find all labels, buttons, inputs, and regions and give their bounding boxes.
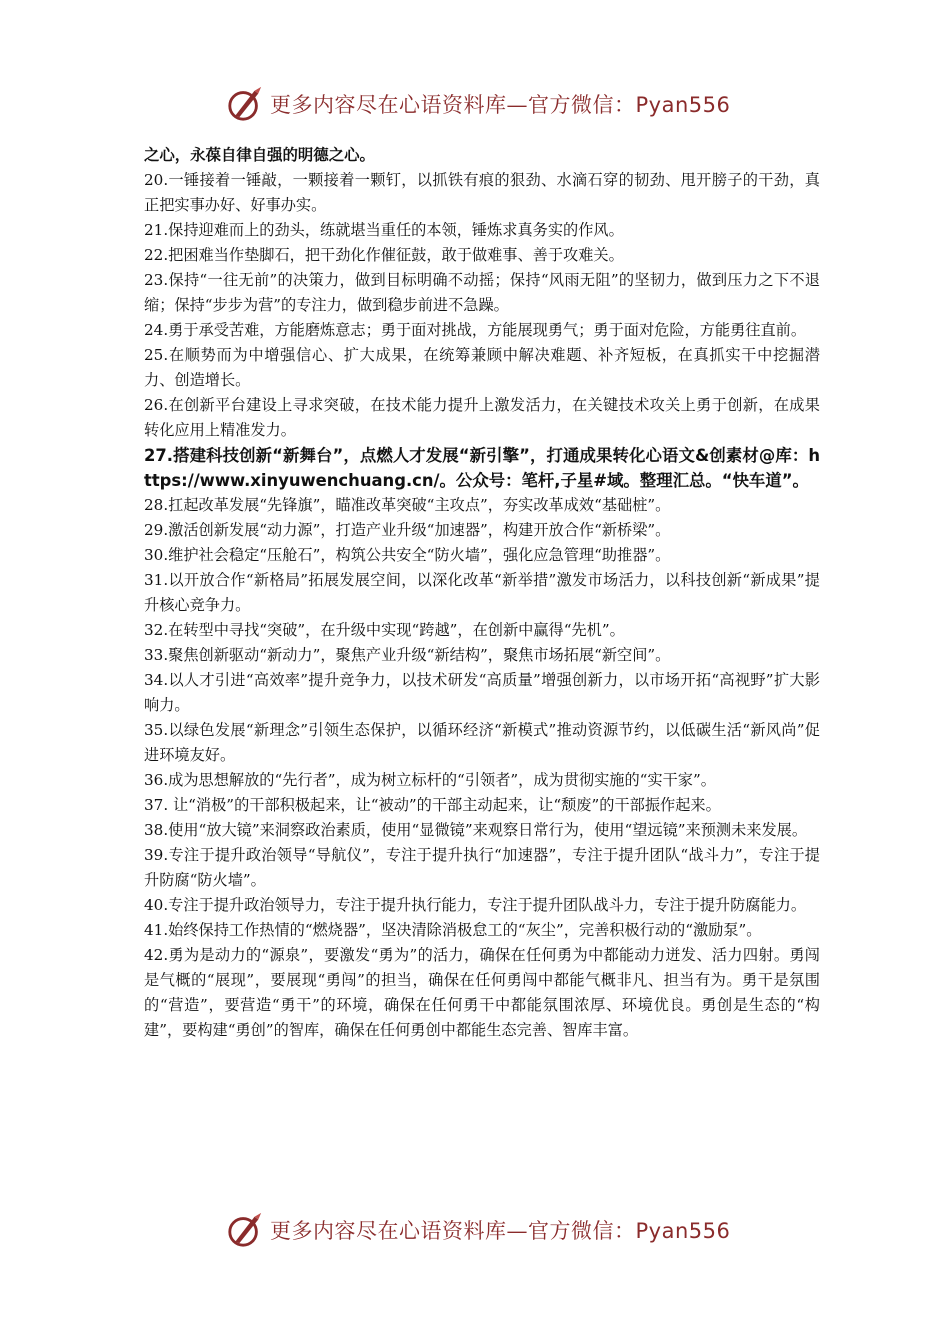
banner-text: 更多内容尽在心语资料库—官方微信：Pyan556 (270, 1219, 731, 1243)
paragraph: 37. 让“消极”的干部积极起来，让“被动”的干部主动起来，让“颓废”的干部振作起来。 (144, 796, 721, 814)
banner-handle: Pyan556 (635, 1219, 731, 1243)
paragraph: 34.以人才引进“高效率”提升竞争力，以技术研发“高质量”增强创新力，以市场开拓“高视野”扩大影响力。 (144, 671, 820, 714)
paragraph: 38.使用“放大镜”来洞察政治素质，使用“显微镜”来观察日常行为，使用“望远镜”来预测未来发展。 (144, 821, 808, 839)
quill-logo-icon (226, 1211, 264, 1249)
paragraph: 41.始终保持工作热情的“燃烧器”，坚决清除消极怠工的“灰尘”，完善积极行动的“激励泵”。 (144, 921, 762, 939)
document-body (144, 143, 820, 1043)
paragraph: 31.以开放合作“新格局”拓展发展空间，以深化改革“新举措”激发市场活力，以科技创新“新成果”提升核心竞争力。 (144, 571, 820, 614)
footer-banner (226, 1208, 746, 1252)
banner-handle: Pyan556 (635, 93, 731, 117)
paragraph: 28.扛起改革发展“先锋旗”，瞄准改革突破“主攻点”，夯实改革成效“基础桩”。 (144, 496, 671, 514)
paragraph: 23.保持“一往无前”的决策力，做到目标明确不动摇；保持“风雨无阻”的坚韧力，做到压力之下不退缩；保持“步步为营”的专注力，做到稳步前进不急躁。 (144, 271, 820, 314)
paragraph: 26.在创新平台建设上寻求突破，在技术能力提升上激发活力，在关键技术攻关上勇于创新，在成果转化应用上精准发力。 (144, 396, 820, 439)
paragraph: 22.把困难当作垫脚石，把干劲化作催征鼓，敢于做难事、善于攻难关。 (144, 246, 624, 264)
paragraph: 29.激活创新发展“动力源”，打造产业升级“加速器”，构建开放合作“新桥梁”。 (144, 521, 671, 539)
quill-logo-icon (226, 85, 264, 123)
paragraph: 25.在顺势而为中增强信心、扩大成果，在统筹兼顾中解决难题、补齐短板，在真抓实干中挖掘潜力、创造增长。 (144, 346, 820, 389)
paragraph: 39.专注于提升政治领导“导航仪”，专注于提升执行“加速器”，专注于提升团队“战斗力”，专注于提升防腐“防火墙”。 (144, 846, 820, 889)
header-banner (226, 82, 746, 126)
paragraph: 24.勇于承受苦难，方能磨炼意志；勇于面对挑战，方能展现勇气；勇于面对危险，方能勇往直前。 (144, 321, 807, 339)
paragraph: 42.勇为是动力的“源泉”，要激发“勇为”的活力，确保在任何勇为中都能动力迸发、活力四射。勇闯是气概的“展现”，要展现“勇闯”的担当，确保在任何勇闯中都能气概非凡、担当有为。勇干是氛围的“营造”，要营造“勇干”的环境，确保在任何勇干中都能氛围浓厚、环境优良。勇创是生态的“构建”，要构建“勇创”的智库，确保在任何勇创中都能生态完善、智库丰富。 (144, 946, 820, 1039)
paragraph: 35.以绿色发展“新理念”引领生态保护，以循环经济“新模式”推动资源节约，以低碳生活“新风尚”促进环境友好。 (144, 721, 820, 764)
paragraph: 33.聚焦创新驱动“新动力”，聚焦产业升级“新结构”，聚焦市场拓展“新空间”。 (144, 646, 671, 664)
paragraph: 30.维护社会稳定“压舱石”，构筑公共安全“防火墙”，强化应急管理“助推器”。 (144, 546, 671, 564)
paragraph: 32.在转型中寻找“突破”，在升级中实现“跨越”，在创新中赢得“先机”。 (144, 621, 625, 639)
paragraph: 27.搭建科技创新“新舞台”，点燃人才发展“新引擎”，打通成果转化心语文&创素材@库：https://www.xinyuwenchuang.cn/。公众号：笔杆,子星#域。整理汇总。“快车道”。 (144, 446, 820, 490)
paragraph: 之心，永葆自律自强的明德之心。 (144, 146, 375, 164)
paragraph: 40.专注于提升政治领导力，专注于提升执行能力，专注于提升团队战斗力，专注于提升防腐能力。 (144, 896, 807, 914)
banner-text: 更多内容尽在心语资料库—官方微信：Pyan556 (270, 93, 731, 117)
paragraph: 21.保持迎难而上的劲头，练就堪当重任的本领，锤炼求真务实的作风。 (144, 221, 624, 239)
paragraph: 36.成为思想解放的“先行者”，成为树立标杆的“引领者”，成为贯彻实施的“实干家”。 (144, 771, 716, 789)
paragraph: 20.一锤接着一锤敲，一颗接着一颗钉，以抓铁有痕的狠劲、水滴石穿的韧劲、甩开膀子的干劲，真正把实事办好、好事办实。 (144, 171, 820, 214)
